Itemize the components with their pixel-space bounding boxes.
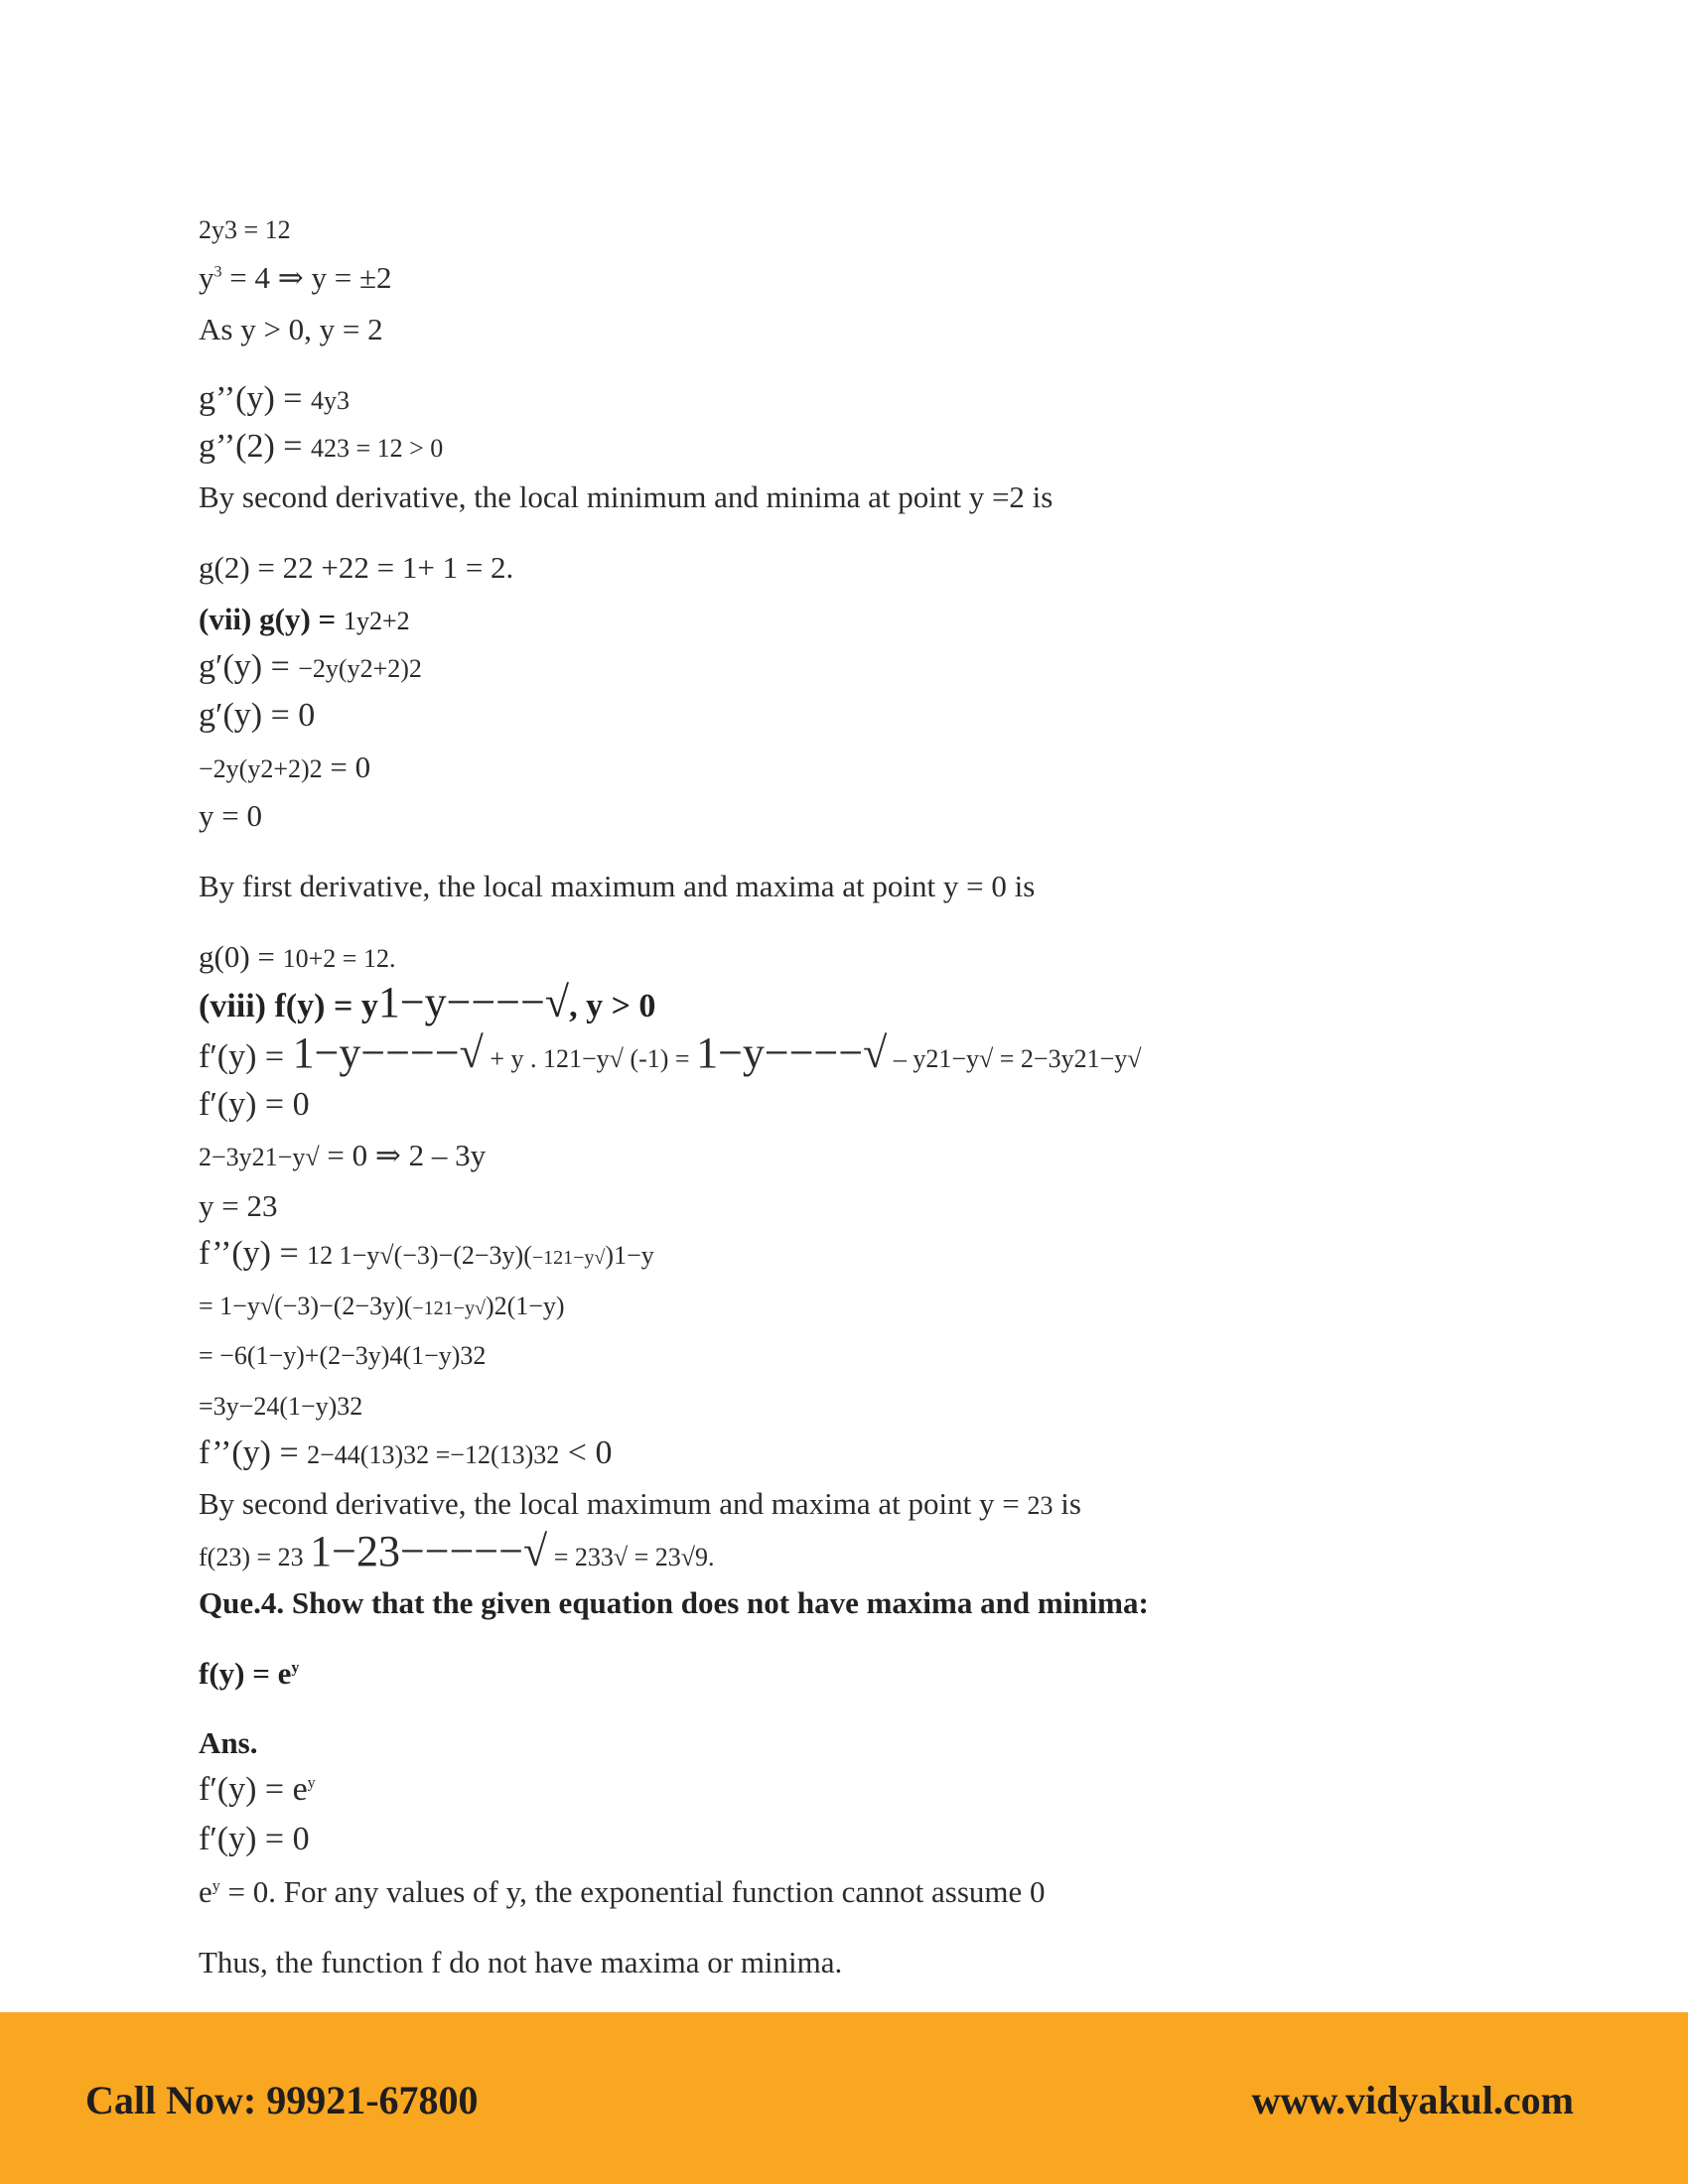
text-line: As y > 0, y = 2 <box>199 312 383 346</box>
equation-line: $y^3 = 4$ ⇒ y = ±2 <box>199 260 392 295</box>
equation-line: f′(y) = 0 <box>199 1821 310 1857</box>
conclusion-line: Thus, the function f do not have maxima or minima. <box>199 1945 843 1979</box>
equation-line: g′(y) = −2y(y2+2)2 <box>199 648 422 685</box>
equation-line: $f'(y) = e^y$ <box>199 1771 316 1808</box>
equation-line: g(2) = 22 +22 = 1+ 1 = 2. <box>199 550 514 585</box>
equation-line: y = 23 <box>199 1188 278 1223</box>
equation-line: f′(y) = 0 <box>199 1086 310 1123</box>
text-line: By first derivative, the local maximum and maxima at point y = 0 is <box>199 869 1036 903</box>
text-line: By second derivative, the local maximum and maxima at point y = 23 is <box>199 1486 1081 1521</box>
question-heading: Que.4. Show that the given equation does not have maxima and minima: <box>199 1585 1149 1620</box>
equation-line: = −6(1−y)+(2−3y)4(1−y)32 <box>199 1341 487 1370</box>
website-link[interactable]: www.vidyakul.com <box>1251 2078 1574 2122</box>
equation-line: = 1−y√(−3)−(2−3y)(−121−y√)2(1−y) <box>199 1292 565 1320</box>
equation-line: f′(y) = 1−y−−−−√ + y . 121−y√ (-1) = 1−y−−−−√ – y21−y√ = 2−3y21−y√ <box>199 1028 1142 1077</box>
equation-line: y = 0 <box>199 798 262 833</box>
equation-line: g’’(2) = 423 = 12 > 0 <box>199 428 444 465</box>
equation-line: =3y−24(1−y)32 <box>199 1392 363 1421</box>
equation-line: 2y3 = 12 <box>199 215 291 244</box>
call-now-text: Call Now: 99921-67800 <box>85 2078 479 2122</box>
footer-banner <box>0 2012 1688 2184</box>
subquestion-heading: (viii) f(y) = y1−y−−−−√, y > 0 <box>199 978 656 1026</box>
equation-line: g(0) = 10+2 = 12. <box>199 939 396 974</box>
equation-line: f’’(y) = 2−44(13)32 =−12(13)32 < 0 <box>199 1434 613 1471</box>
equation-line: 2−3y21−y√ = 0 ⇒ 2 – 3y <box>199 1138 487 1172</box>
text-line: By second derivative, the local minimum and minima at point y =2 is <box>199 479 1054 514</box>
equation-line: g’’(y) = 4y3 <box>199 380 350 417</box>
subquestion-heading: (vii) g(y) = 1y2+2 <box>199 602 410 636</box>
question-function: $f(y) = e^y$ <box>199 1656 300 1691</box>
text-line: $e^y = 0$. For any values of y, the exponential function cannot assume 0 <box>199 1874 1046 1909</box>
equation-line: −2y(y2+2)2 = 0 <box>199 750 371 784</box>
equation-line: g′(y) = 0 <box>199 697 316 734</box>
equation-line: f(23) = 23 1−23−−−−−√ = 233√ = 23√9. <box>199 1527 715 1575</box>
answer-label: Ans. <box>199 1725 258 1760</box>
equation-line: f’’(y) = 12 1−y√(−3)−(2−3y)(−121−y√)1−y <box>199 1235 654 1272</box>
